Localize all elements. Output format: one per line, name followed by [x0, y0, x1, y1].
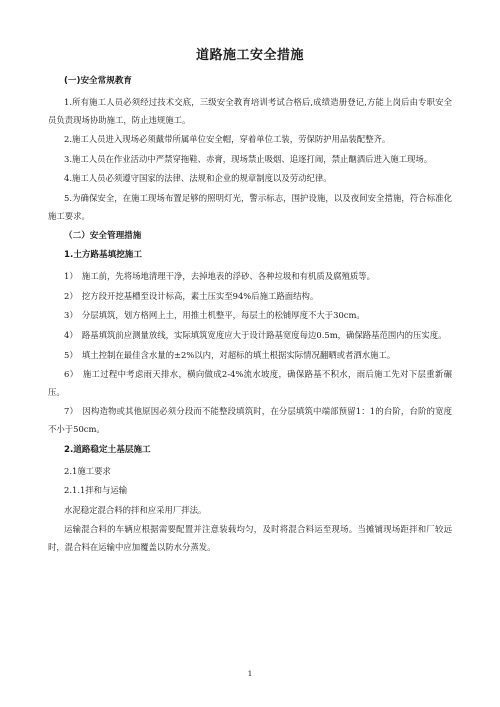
paragraph: 水泥稳定混合料的拌和应采用厂拌法。 [64, 504, 207, 515]
list-item: 5） 填土控制在最佳含水量的±2%以内，对超标的填土根据实际情况翻晒或者洒水施工。 [64, 349, 396, 360]
list-item: 4） 路基填筑前应测量放线，实际填筑宽度应大于设计路基宽度每边0.5m，确保路基范围内的压实度。 [64, 329, 447, 340]
document-title: 道路施工安全措施 [195, 48, 304, 63]
page-number: 1 [247, 669, 253, 678]
paragraph: 运输混合料的车辆应根据需要配置并注意装载均匀，及时将混合料运至现场。当摊铺现场距拌和厂较远时，混合料在运输中应加覆盖以防水分蒸发。 [48, 524, 452, 552]
paragraph: 2.1.1拌和与运输 [64, 485, 128, 496]
section-heading-safety-education: (一)安全常规教育 [64, 76, 133, 86]
paragraph: 2.1施工要求 [64, 465, 111, 476]
list-item: 3） 分层填筑，划方格网上土，用推土机整平，每层土的松铺厚度不大于30cm。 [64, 310, 365, 321]
subsection-heading-stabilized-base: 2.道路稳定土基层施工 [64, 444, 151, 455]
paragraph: 1.所有施工人员必须经过技术交底，三级安全教育培训考试合格后,成绩造册登记,方能上岗后由专职安全员负责现场协助施工，防止违规施工。 [48, 97, 452, 125]
list-item: 2） 挖方段开挖基槽至设计标高，素土压实至94%后施工路面结构。 [64, 290, 319, 301]
section-heading-safety-management: （二）安全管理措施 [64, 231, 142, 242]
paragraph: 5.为确保安全，在施工现场布置足够的照明灯光，警示标志，围护设施，以及夜间安全措施，符合标准化施工要求。 [48, 192, 452, 221]
list-item: 1） 施工前，先将场地清理干净，去掉地表的浮砂、各种垃圾和有机质及腐殖质等。 [64, 271, 376, 282]
paragraph: 2.施工人员进入现场必须戴带所属单位安全帽，穿着单位工装，劳保防护用品装配整齐。 [64, 134, 391, 145]
paragraph: 3.施工人员在作业活动中严禁穿拖鞋、赤膏，现场禁止吸烟、追逐打闹，禁止酗酒后进入施工现场。 [64, 153, 433, 164]
list-item: 6） 施工过程中考虑雨天排水，横向做成2-4%流水坡度，确保路基不积水，雨后施工先对下层重新碾压。 [48, 369, 452, 397]
list-item: 7） 因构造物或其他原因必须分段而不能整段填筑时，在分层填筑中端部预留1：1的台阶，台阶的宽度不小于50cm。 [48, 406, 452, 434]
subsection-heading-earthwork: 1.土方路基填挖施工 [64, 250, 142, 261]
paragraph: 4.施工人员必须遵守国家的法律、法规和企业的规章制度以及劳动纪律。 [64, 173, 332, 184]
